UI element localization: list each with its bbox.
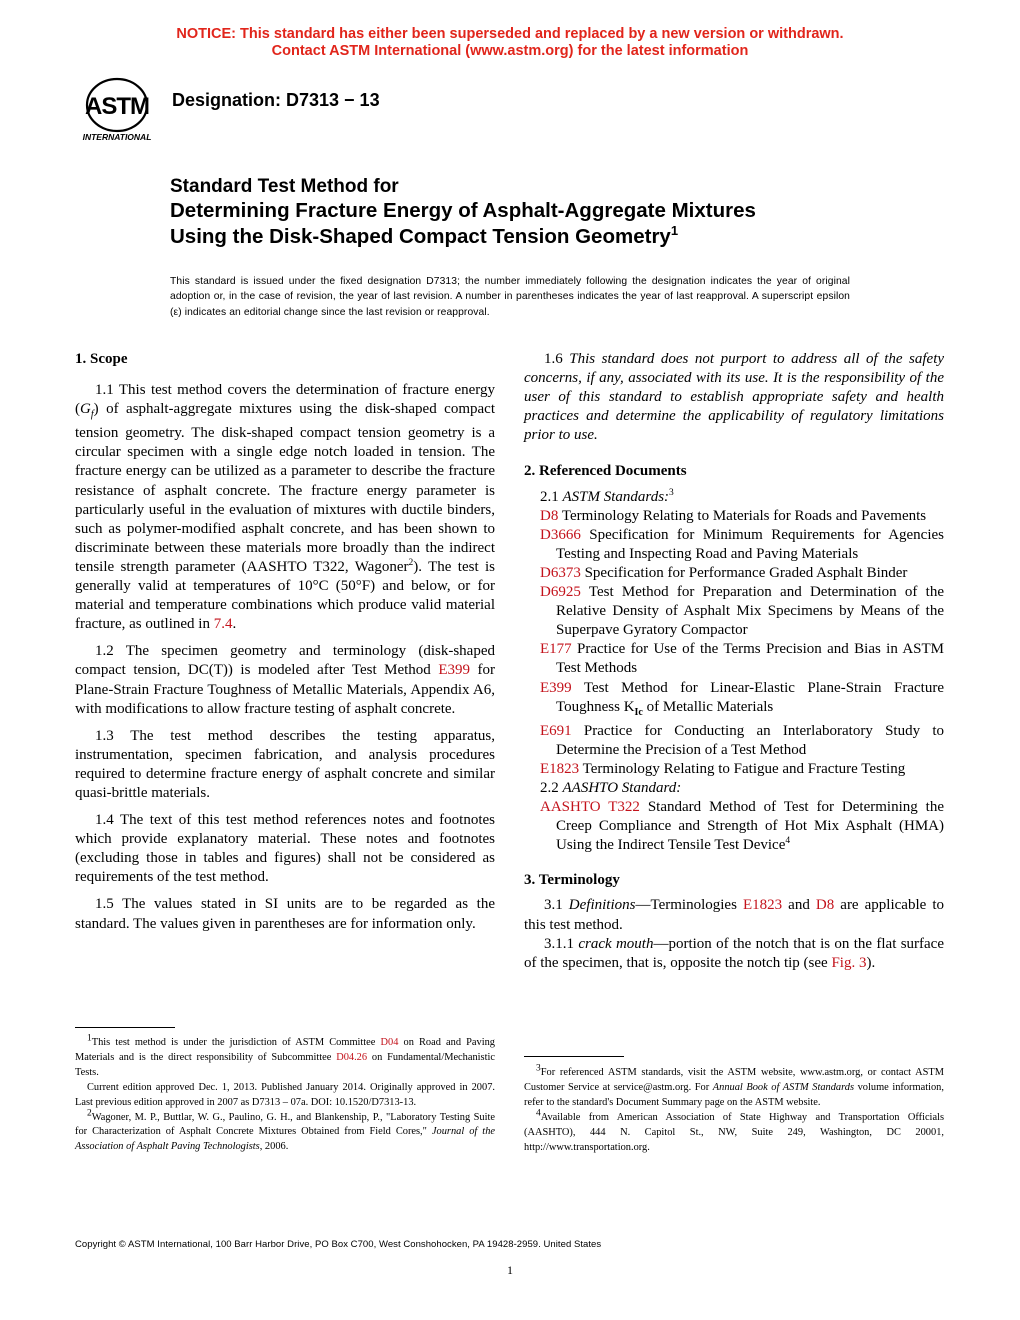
link-d04-26[interactable]: D04.26 [336,1051,368,1063]
list-item: E177 Practice for Use of the Terms Precision and Bias in ASTM Test Methods [540,641,944,677]
paragraph-1-6: 1.6 This standard does not purport to address all of the safety concerns, if any, associated with its use. It is the responsibility of the user of this standard to establish appropriate safety and health practices and determine the applicability of regulatory limitations prior to use. [524,351,945,444]
footnote-1-edition: Current edition approved Dec. 1, 2013. Published January 2014. Originally approved in 2007. Last previous edition approved in 2007 as D7313 – 07a. DOI: 10.1520/D7313-13. [75,1081,495,1108]
footnote-rule-right [524,1056,624,1057]
list-item: AASHTO T322 Standard Method of Test for Determining the Creep Compliance and Strength of Hot Mix Asphalt (HMA) Using the Indirect Tensile Test Device$^4$ [540,799,944,854]
link-fig-3[interactable]: Fig. 3 [831,954,867,971]
list-item: D8 Terminology Relating to Materials for Roads and Pavements [540,507,927,524]
astm-logo [74,76,160,146]
section-heading-scope: 1. Scope [75,351,128,367]
link-d8[interactable]: D8 [815,897,835,914]
footnote-4: $^4$Available from American Association of State Highway and Transportation Officials (AASHTO), 444 N. Capitol St., NW, Suite 249, Washington, DC 20001, http://www.transportation.org. [524,1108,944,1153]
notice-line-1: NOTICE: This standard has either been superseded and replaced by a new version or withdrawn. [176,26,844,42]
link-d6373[interactable]: D6373 [540,564,581,581]
title-line-3: Using the Disk-Shaped Compact Tension Geometry$^1$ [170,223,679,248]
paragraph-1-4: 1.4 The text of this test method references notes and footnotes which provide explanatory material. These notes and footnotes (excluding those in tables and figures) shall not be considered as requirements of the test method. [75,812,495,886]
link-d3666[interactable]: D3666 [540,526,581,543]
right-column [524,350,944,981]
document-title [170,176,930,250]
svg-text:INTERNATIONAL: INTERNATIONAL [82,132,152,142]
list-item: E691 Practice for Conducting an Interlaboratory Study to Determine the Precision of a Test Method [540,722,944,758]
paragraph-1-2: 1.2 The specimen geometry and terminology (disk-shaped compact tension, DC(T)) is modeled after Test Method E399 for Plane-Strain Fracture Toughness of Metallic Materials, Appendix A6, with modifications to allow fracture testing of asphalt concrete. [75,643,495,717]
footnote-1: $^1$This test method is under the jurisdiction of ASTM Committee D04 on Road and Paving Materials and is the direct responsibility of Subcommittee D04.26 on Fundamental/Mechanistic Tests. [75,1033,495,1078]
list-item: D6925 Test Method for Preparation and Determination of the Relative Density of Asphalt Mix Specimens by Means of the Superpave Gyratory Compactor [540,584,944,639]
designation: Designation: D7313 − 13 [172,90,380,110]
svg-text:ASTM: ASTM [85,93,149,120]
paragraph-3-1-1: 3.1.1 crack mouth—portion of the notch that is on the flat surface of the specimen, that is, opposite the notch tip (see Fig. 3). [524,935,944,971]
footnotes-left [75,1033,496,1155]
supersession-notice [0,26,1020,60]
link-d8[interactable]: D8 [540,507,559,524]
list-item: D3666 Specification for Minimum Requirements for Agencies Testing and Inspecting Road and Paving Materials [540,526,944,562]
aashto-standard-label: 2.2 AASHTO Standard: [540,779,682,796]
page-number: 1 [507,1263,513,1277]
issuance-statement: This standard is issued under the fixed designation D7313; the number immediately following the designation indicates the year of original adoption or, in the case of revision, the year of last revision. A number in parentheses indicates the year of last reapproval. A superscript epsilon (ε) indicates an editorial change since the last revision or reapproval. [170,276,850,318]
paragraph-1-5: 1.5 The values stated in SI units are to be regarded as the standard. The values given in parentheses are for information only. [75,896,495,932]
left-column [75,350,495,942]
copyright-line: Copyright © ASTM International, 100 Barr Harbor Drive, PO Box C700, West Conshohocken, PA 19428-2959. United States [75,1239,602,1250]
list-item: E399 Test Method for Linear-Elastic Plane-Strain Fracture Toughness $K_{Ic}$ of Metallic Materials [540,679,944,718]
list-item: E1823 Terminology Relating to Fatigue and Fracture Testing [540,760,906,777]
link-e399[interactable]: E399 [540,679,572,696]
footnote-2: $^2$Wagoner, M. P., Buttlar, W. G., Paulino, G. H., and Blankenship, P., "Laboratory Testing Suite for Characterization of Asphalt Concrete Mixtures Obtained from Field Cores," Journal of the Association of Asphalt Paving Technologists, 2006. [75,1108,496,1153]
title-line-1: Standard Test Method for [170,176,399,197]
astm-standards-label: 2.1 ASTM Standards:$^3$ [540,487,674,505]
link-d04[interactable]: D04 [380,1037,399,1048]
paragraph-1-1: 1.1 This test method covers the determination of fracture energy $(G_f)$ of asphalt-aggregate mixtures using the disk-shaped compact tension geometry. The disk-shaped compact tension geometry is a circular specimen with a single edge notch loaded in tension. The fracture energy can be utilized as a parameter to describe the fracture resistance of asphalt concrete. The fracture energy parameter is particularly useful in the evaluation of mixtures with ductile binders, such as polymer-modified asphalt concrete, and has been shown to discriminate between these materials more broadly than the indirect tensile strength parameter (AASHTO T322, Wagoner$^2$). The test is generally valid at temperatures of 10°C (50°F) and below, or for material and temperature combinations which produce valid material fracture, as outlined in 7.4. [75,382,495,633]
link-e399[interactable]: E399 [438,662,470,679]
section-heading-referenced-documents: 2. Referenced Documents [524,463,687,480]
paragraph-1-3: 1.3 The test method describes the testing apparatus, instrumentation, specimen fabrication, and analysis procedures required to determine fracture energy of asphalt concrete and similar quasi-brittle materials. [75,727,495,801]
section-heading-terminology: 3. Terminology [524,872,620,889]
title-line-2: Determining Fracture Energy of Asphalt-Aggregate Mixtures [170,199,756,222]
link-section-7-4[interactable]: 7.4 [213,616,233,633]
link-e177[interactable]: E177 [540,641,572,658]
footnote-rule-left [75,1027,175,1028]
link-e1823[interactable]: E1823 [540,760,580,777]
footnotes-right [524,1063,944,1155]
link-e1823[interactable]: E1823 [742,897,783,914]
list-item: D6373 Specification for Performance Graded Asphalt Binder [540,564,908,581]
link-e691[interactable]: E691 [540,722,572,739]
notice-line-2: Contact ASTM International (www.astm.org) for the latest information [271,43,749,59]
title-footnote-mark: 1 [670,223,679,239]
link-aashto-t322[interactable]: AASHTO T322 [540,799,640,816]
paragraph-3-1: 3.1 Definitions—Terminologies E1823 and D8 are applicable to this test method. [524,897,944,933]
footnote-3: $^3$For referenced ASTM standards, visit the ASTM website, www.astm.org, or contact ASTM Customer Service at service@astm.org. For Annual Book of ASTM Standards volume information, refer to the standard's Document Summary page on the ASTM website. [524,1063,944,1108]
link-d6925[interactable]: D6925 [540,584,581,601]
referenced-standards-list [524,507,944,779]
